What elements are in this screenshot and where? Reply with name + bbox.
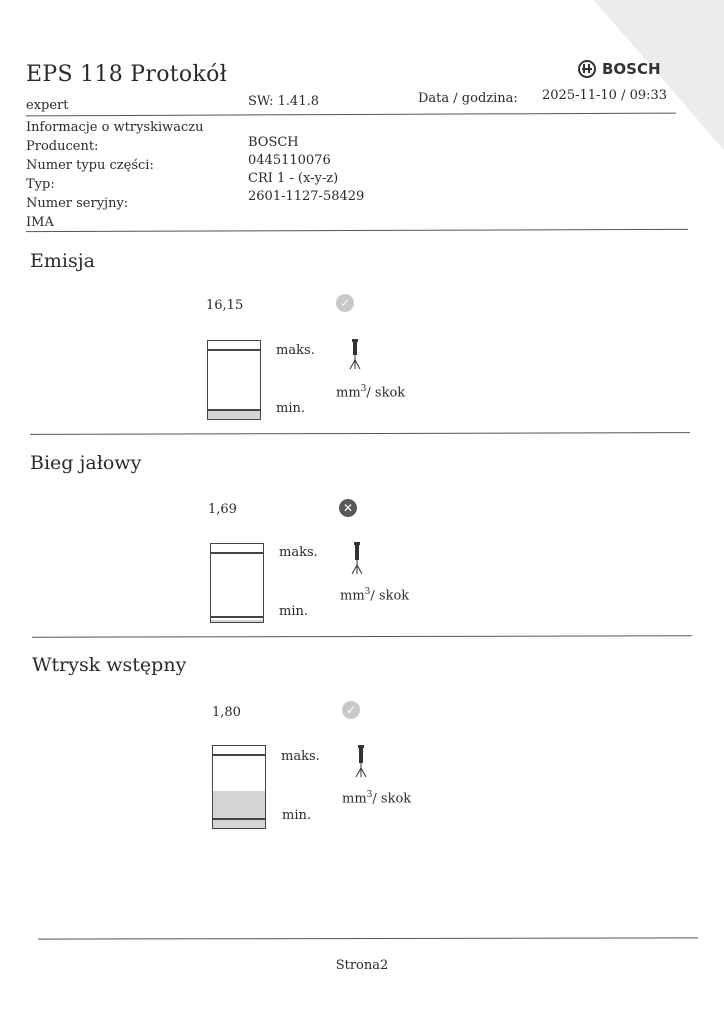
pilot-injection-gauge: [212, 745, 266, 829]
unit-exponent: 3: [366, 790, 373, 800]
idle-value: 1,69: [208, 502, 237, 517]
injector-info-labels: [26, 118, 204, 232]
max-label: maks.: [276, 343, 315, 358]
unit-rest: / skok: [372, 791, 412, 807]
check-circle-icon: ✓: [342, 701, 360, 719]
idle-gauge: [210, 543, 264, 623]
emission-value: 16,15: [206, 298, 244, 313]
injector-icon: [348, 541, 366, 577]
section-divider: [30, 432, 690, 435]
header-divider: [26, 113, 676, 117]
unit-rest: / skok: [366, 385, 406, 401]
unit-label: [336, 384, 405, 400]
emission-gauge: [207, 340, 261, 420]
part-number-label: Numer typu części:: [26, 158, 154, 173]
max-label: maks.: [281, 749, 320, 764]
serial-number-label: Numer seryjny:: [26, 196, 129, 211]
manufacturer-label: Producent:: [26, 139, 99, 154]
datetime-label: Data / godzina:: [418, 91, 518, 106]
unit-exponent: 3: [364, 587, 371, 597]
gauge-max-line: [211, 552, 263, 554]
brand-logo: [578, 60, 661, 78]
gauge-fill: [208, 411, 260, 419]
part-number-value: 0445110076: [248, 153, 331, 168]
injector-info-values: [248, 134, 364, 206]
min-label: min.: [276, 401, 305, 416]
gauge-max-line: [208, 349, 260, 351]
unit-rest: / skok: [370, 588, 410, 604]
software-version: SW: 1.41.8: [248, 94, 319, 109]
gauge-fill: [213, 791, 265, 828]
pilot-injection-value: 1,80: [212, 705, 241, 720]
gauge-min-line: [208, 409, 260, 411]
unit-exponent: 3: [360, 384, 367, 394]
min-label: min.: [282, 808, 311, 823]
gauge-min-line: [211, 616, 263, 618]
type-label: Typ:: [26, 177, 55, 192]
unit-label: [342, 790, 411, 806]
gauge-max-line: [213, 754, 265, 756]
gauge-fill: [211, 620, 263, 622]
check-circle-icon: ✓: [336, 294, 354, 312]
brand-name: BOSCH: [602, 60, 661, 78]
type-value: CRI 1 - (x-y-z): [248, 171, 339, 186]
injector-icon: [346, 338, 364, 372]
page-number: Strona2: [335, 958, 389, 973]
bosch-logo-icon: [578, 60, 596, 78]
serial-number-value: 2601-1127-58429: [248, 189, 365, 204]
page-title: EPS 118 Protokół: [26, 62, 228, 87]
unit-base: mm: [342, 791, 367, 807]
unit-base: mm: [340, 588, 365, 604]
max-label: maks.: [279, 545, 318, 560]
section-title-idle: Bieg jałowy: [30, 452, 142, 474]
x-circle-icon: ✕: [339, 499, 357, 517]
section-title-emission: Emisja: [30, 250, 95, 272]
unit-base: mm: [336, 385, 361, 401]
gauge-min-line: [213, 818, 265, 820]
section-title-pilot-injection: Wtrysk wstępny: [32, 654, 187, 676]
ima-label: IMA: [26, 215, 54, 230]
datetime-value: 2025-11-10 / 09:33: [542, 88, 668, 103]
manufacturer-value: BOSCH: [248, 135, 299, 150]
mode-label: expert: [26, 98, 69, 113]
unit-label: [340, 587, 409, 603]
info-heading: Informacje o wtryskiwaczu: [26, 120, 204, 135]
injector-icon: [352, 744, 370, 780]
section-divider: [32, 635, 692, 637]
footer-divider: [38, 937, 698, 939]
min-label: min.: [279, 604, 308, 619]
